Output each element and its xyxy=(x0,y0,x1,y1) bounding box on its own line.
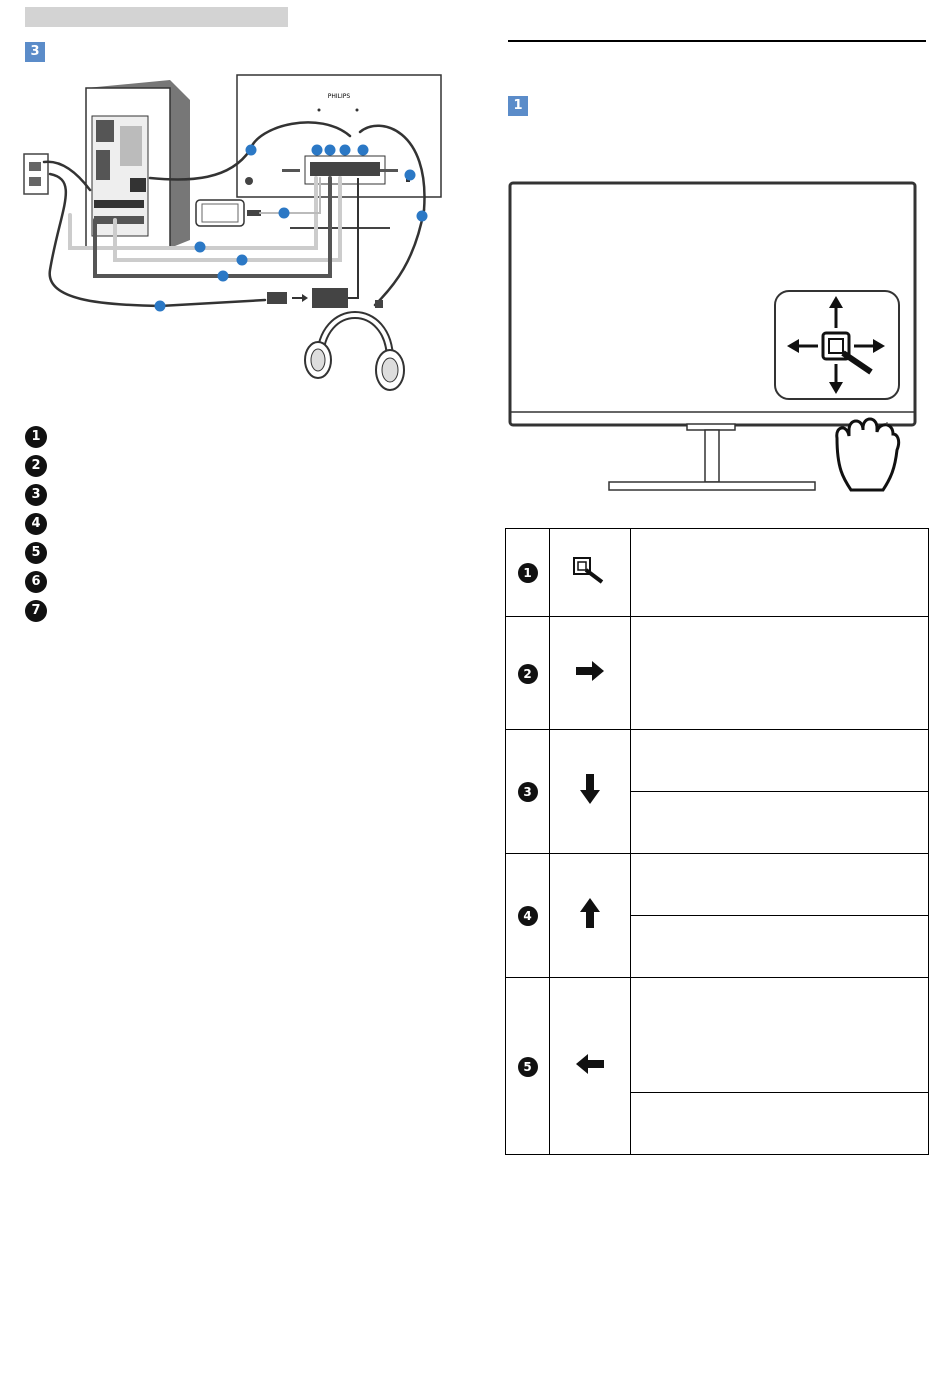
cable-marker xyxy=(237,255,248,266)
cable-marker xyxy=(312,145,323,156)
cable-marker xyxy=(405,170,416,181)
legend-number: 6 xyxy=(25,571,47,593)
row-description-cell xyxy=(631,978,929,1093)
legend-number: 1 xyxy=(25,426,47,448)
row-description-cell xyxy=(631,730,929,792)
legend-number: 3 xyxy=(25,484,47,506)
row-number-cell xyxy=(506,529,550,617)
row-description-cell xyxy=(631,854,929,916)
brand-label: PHILIPS xyxy=(327,93,351,100)
pc-tower-icon xyxy=(86,80,190,248)
cable-marker xyxy=(325,145,336,156)
section-header-bar xyxy=(25,7,288,27)
row-description-cell xyxy=(631,529,929,617)
step-badge: 1 xyxy=(508,96,528,116)
row-number: 5 xyxy=(518,1057,538,1077)
row-description-cell xyxy=(631,792,929,854)
row-description-cell xyxy=(631,1093,929,1155)
legend-number: 5 xyxy=(25,542,47,564)
row-number-cell xyxy=(506,730,550,854)
arrow-right-icon xyxy=(550,617,631,730)
cable-marker xyxy=(340,145,351,156)
cable-marker xyxy=(279,208,290,219)
row-number-cell xyxy=(506,617,550,730)
row-number: 4 xyxy=(518,906,538,926)
row-number: 3 xyxy=(518,782,538,802)
cable-marker xyxy=(358,145,369,156)
arrow-left-icon xyxy=(550,978,631,1155)
cable-marker xyxy=(155,301,166,312)
arrow-up-icon xyxy=(550,854,631,978)
joystick-callout-icon xyxy=(775,291,899,399)
row-number-cell xyxy=(506,978,550,1155)
cable-marker xyxy=(246,145,257,156)
step-badge: 3 xyxy=(25,42,45,62)
legend-number: 4 xyxy=(25,513,47,535)
legend-number: 2 xyxy=(25,455,47,477)
arrow-down-icon xyxy=(550,730,631,854)
monitor-front-diagram xyxy=(505,178,925,498)
row-description-cell xyxy=(631,916,929,978)
legend-list xyxy=(25,426,47,629)
cable-marker xyxy=(195,242,206,253)
headphones-icon xyxy=(305,300,404,390)
legend-number: 7 xyxy=(25,600,47,622)
joystick-press-icon xyxy=(550,529,631,617)
phone-icon xyxy=(196,200,261,226)
controls-table xyxy=(505,528,929,1155)
hand-icon xyxy=(837,419,899,490)
row-description-cell xyxy=(631,617,929,730)
cable-marker xyxy=(417,211,428,222)
connection-diagram xyxy=(20,70,460,400)
row-number-cell xyxy=(506,854,550,978)
header-rule xyxy=(508,40,926,42)
row-number: 1 xyxy=(518,563,538,583)
cable-marker xyxy=(218,271,229,282)
wall-outlet-icon xyxy=(24,154,48,194)
row-number: 2 xyxy=(518,664,538,684)
